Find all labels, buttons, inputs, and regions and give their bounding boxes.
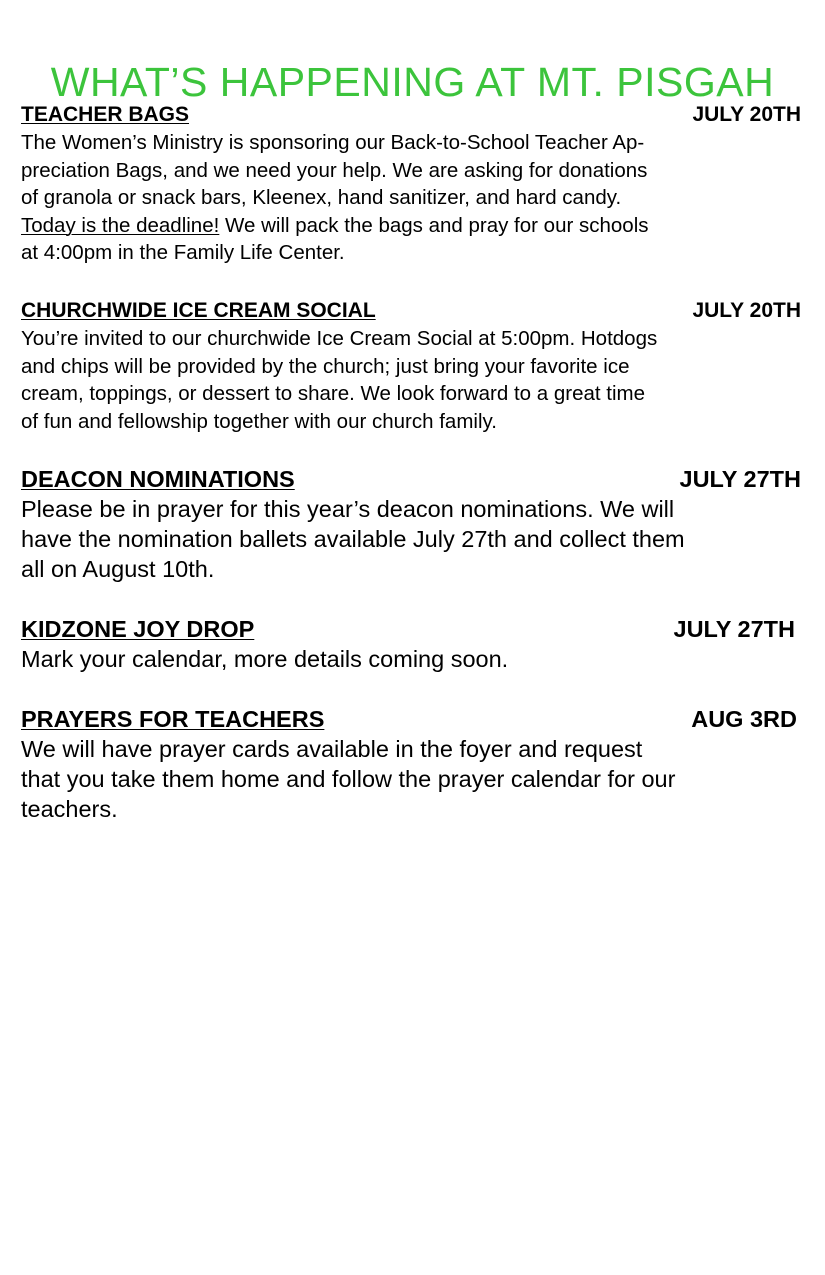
body-line: that you take them home and follow the prayer calendar for our bbox=[21, 766, 676, 792]
event-header bbox=[21, 101, 801, 129]
event-title: CHURCHWIDE ICE CREAM SOCIAL bbox=[21, 299, 376, 322]
body-line: of granola or snack bars, Kleenex, hand sanitizer, and hard candy. bbox=[21, 186, 622, 209]
body-line: preciation Bags, and we need your help. We are asking for donations bbox=[21, 158, 648, 182]
body-line bbox=[21, 212, 801, 240]
body-line: teachers. bbox=[21, 796, 118, 822]
body-line: The Women’s Ministry is sponsoring our Back-to-School Teacher Ap- bbox=[21, 131, 645, 154]
body-line: at 4:00pm in the Family Life Center. bbox=[21, 241, 345, 264]
body-line: have the nomination ballets available July 27th and collect them bbox=[21, 526, 685, 552]
body-line: Mark your calendar, more details coming soon. bbox=[21, 646, 509, 672]
event-title: PRAYERS FOR TEACHERS bbox=[21, 706, 325, 732]
event-description bbox=[21, 734, 801, 824]
event-description bbox=[21, 494, 801, 584]
body-line: You’re invited to our churchwide Ice Cream Social at 5:00pm. Hotdogs bbox=[21, 327, 658, 350]
body-line: We will have prayer cards available in the foyer and request bbox=[21, 736, 643, 762]
event-deacon-nominations bbox=[21, 464, 801, 584]
body-line: of fun and fellowship together with our church family. bbox=[21, 409, 497, 433]
event-title: KIDZONE JOY DROP bbox=[21, 616, 255, 642]
event-ice-cream-social bbox=[21, 297, 801, 435]
body-line: Please be in prayer for this year’s deacon nominations. We will bbox=[21, 496, 675, 522]
deadline-notice: Today is the deadline! bbox=[21, 213, 220, 237]
body-line: cream, toppings, or dessert to share. We look forward to a great time bbox=[21, 382, 646, 405]
event-header bbox=[21, 704, 801, 734]
event-header bbox=[21, 464, 801, 494]
event-description bbox=[21, 644, 801, 674]
event-date: JULY 27TH bbox=[673, 616, 795, 642]
event-date: JULY 20TH bbox=[692, 299, 801, 322]
deadline-rest: We will pack the bags and pray for our schools bbox=[219, 213, 649, 237]
event-date: JULY 20TH bbox=[692, 103, 801, 126]
event-title: DEACON NOMINATIONS bbox=[21, 466, 295, 492]
event-date: AUG 3RD bbox=[691, 706, 797, 732]
body-line: and chips will be provided by the church; just bring your favorite ice bbox=[21, 354, 630, 378]
page-title: WHAT’S HAPPENING AT MT. PISGAH bbox=[50, 59, 775, 106]
event-header bbox=[21, 297, 801, 325]
event-prayers-for-teachers bbox=[21, 704, 801, 824]
event-header bbox=[21, 614, 801, 644]
event-date: JULY 27TH bbox=[679, 466, 801, 492]
event-kidzone-joy-drop bbox=[21, 614, 801, 674]
event-description bbox=[21, 325, 801, 435]
body-line: all on August 10th. bbox=[21, 556, 215, 582]
event-title: TEACHER BAGS bbox=[21, 103, 190, 126]
event-description bbox=[21, 129, 801, 267]
event-teacher-bags bbox=[21, 101, 801, 267]
